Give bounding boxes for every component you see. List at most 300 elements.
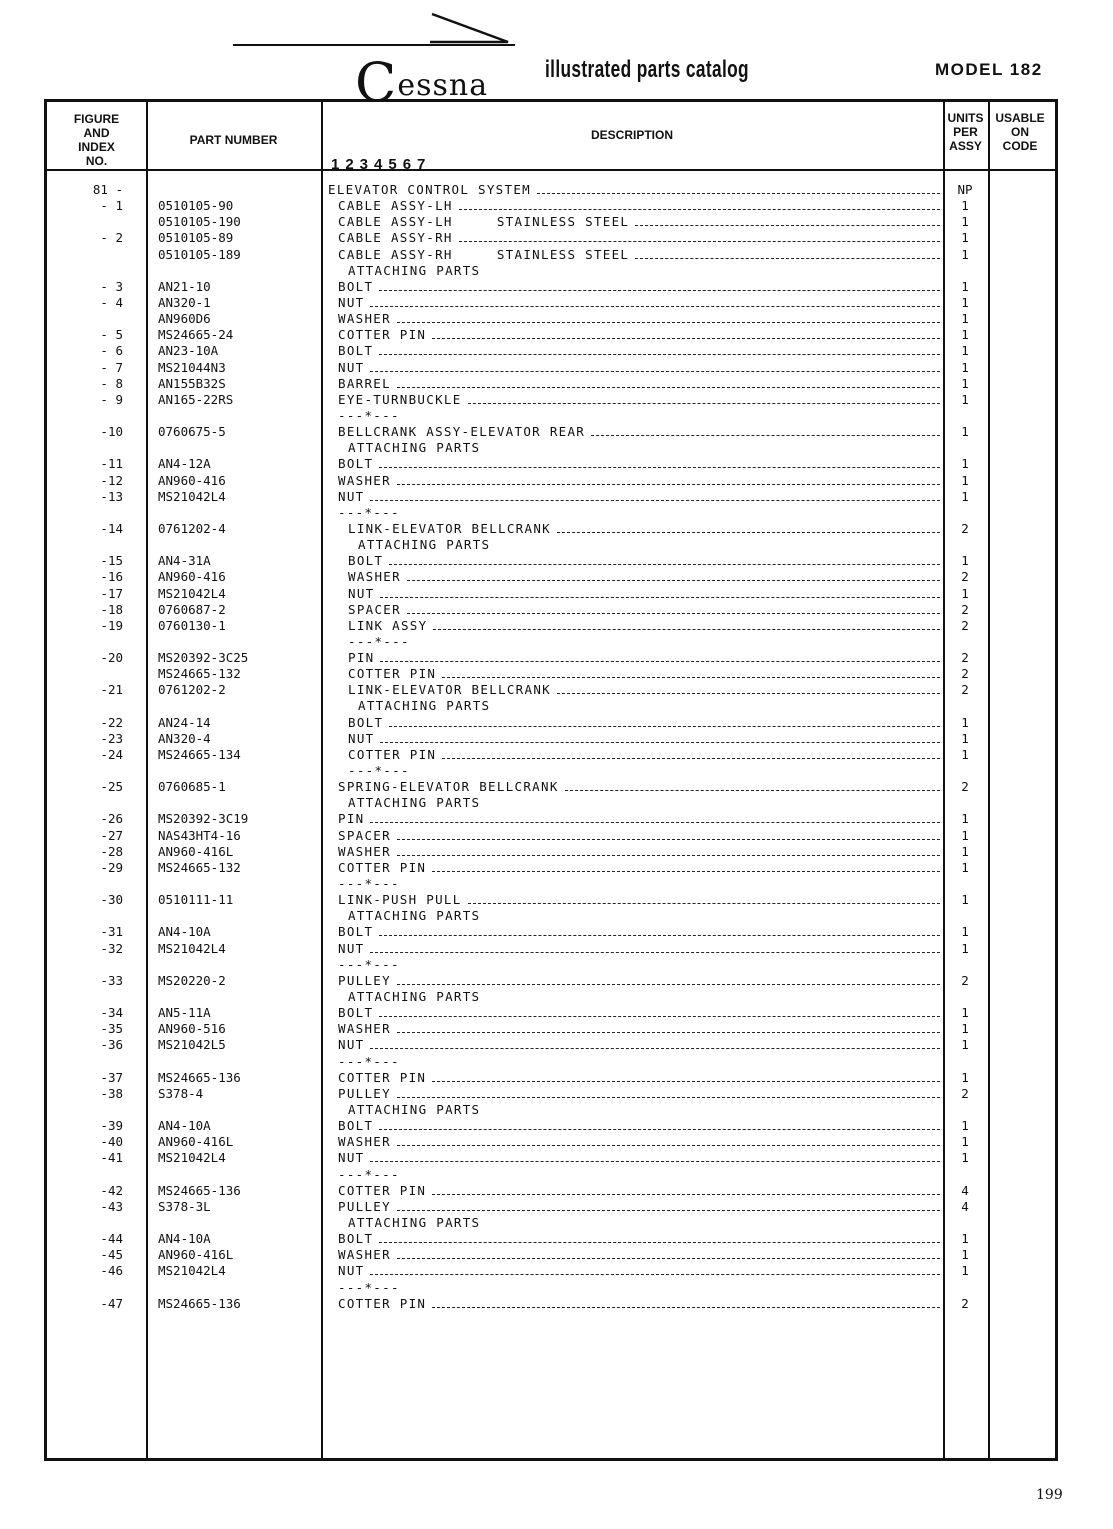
index-number: -36	[100, 1037, 123, 1053]
part-number: AN5-11A	[158, 1005, 211, 1021]
table-row	[47, 198, 1052, 213]
part-number: AN4-31A	[158, 553, 211, 569]
units-per-assy: 2	[961, 617, 969, 633]
description-cell	[348, 682, 942, 697]
table-row	[47, 247, 1052, 262]
table-row	[47, 1215, 1052, 1230]
leader-line	[557, 692, 940, 694]
leader-line	[380, 596, 940, 598]
leader-line	[370, 951, 940, 953]
table-row	[47, 698, 1052, 713]
part-number: AN960-516	[158, 1021, 226, 1037]
description-cell	[338, 1134, 942, 1149]
description-text: ATTACHING PARTS	[358, 537, 491, 553]
units-per-assy: 1	[961, 1069, 969, 1085]
table-row	[47, 1231, 1052, 1246]
description-cell	[328, 182, 942, 197]
table-row	[47, 1150, 1052, 1165]
description-cell	[348, 795, 942, 810]
units-per-assy: 1	[961, 714, 969, 730]
leader-line	[397, 838, 940, 840]
leader-line	[407, 612, 940, 614]
part-number: 0510111-11	[158, 892, 234, 908]
leader-line	[397, 1144, 940, 1146]
part-number: S378-4	[158, 1085, 204, 1101]
table-row	[47, 715, 1052, 730]
description-cell	[338, 505, 942, 520]
units-per-assy: 1	[961, 1021, 969, 1037]
table-row	[47, 1183, 1052, 1198]
description-cell	[348, 666, 942, 681]
part-number: MS21042L4	[158, 1150, 226, 1166]
units-per-assy: 1	[961, 827, 969, 843]
table-row	[47, 1102, 1052, 1117]
table-row	[47, 230, 1052, 245]
description-cell	[338, 1054, 942, 1069]
description-cell	[338, 489, 942, 504]
description-cell	[338, 311, 942, 326]
description-text: BOLT	[338, 1118, 374, 1134]
units-per-assy: 1	[961, 198, 969, 214]
units-per-assy: 1	[961, 746, 969, 762]
description-text: CABLE ASSY-LH	[338, 198, 453, 214]
description-text: LINK-PUSH PULL	[338, 892, 462, 908]
units-per-assy: 1	[961, 294, 969, 310]
description-text: WASHER	[338, 1134, 391, 1150]
part-number: AN960-416L	[158, 843, 234, 859]
description-cell	[348, 989, 942, 1004]
units-per-assy: 1	[961, 1150, 969, 1166]
table-row	[47, 634, 1052, 649]
leader-line	[379, 1241, 940, 1243]
index-number: -24	[100, 746, 123, 762]
description-text: ---*---	[348, 763, 410, 779]
part-number: MS24665-136	[158, 1182, 241, 1198]
description-cell	[338, 1086, 942, 1101]
units-per-assy: 1	[961, 488, 969, 504]
description-cell	[338, 230, 942, 245]
leader-line	[379, 289, 940, 291]
leader-line	[468, 402, 940, 404]
figure-header-line: FIGURE	[73, 112, 120, 126]
table-row	[47, 1037, 1052, 1052]
description-cell	[348, 763, 942, 778]
index-number: - 5	[100, 327, 123, 343]
index-number: -11	[100, 456, 123, 472]
figure-header-line: INDEX	[78, 140, 115, 154]
table-row	[47, 860, 1052, 875]
table-row	[47, 182, 1052, 197]
part-number: MS24665-24	[158, 327, 234, 343]
description-text: COTTER PIN	[338, 1069, 427, 1085]
brand-initial: C	[355, 51, 398, 114]
description-text: PULLEY	[338, 972, 391, 988]
description-text: ATTACHING PARTS	[348, 440, 481, 456]
description-text: ATTACHING PARTS	[358, 698, 491, 714]
description-cell	[338, 1263, 942, 1278]
description-text: ---*---	[338, 504, 400, 520]
table-row	[47, 456, 1052, 471]
description-text: BOLT	[338, 456, 374, 472]
index-number: -38	[100, 1085, 123, 1101]
leader-line	[397, 854, 940, 856]
table-row	[47, 795, 1052, 810]
index-number: -41	[100, 1150, 123, 1166]
description-cell	[338, 860, 942, 875]
description-cell	[338, 279, 942, 294]
leader-line	[397, 1209, 940, 1211]
index-number: -17	[100, 585, 123, 601]
units-per-assy: 1	[961, 375, 969, 391]
table-row	[47, 505, 1052, 520]
table-row	[47, 473, 1052, 488]
part-number: AN960-416L	[158, 1134, 234, 1150]
units-per-assy: 4	[961, 1198, 969, 1214]
description-text: NUT	[338, 1037, 365, 1053]
description-cell	[338, 973, 942, 988]
table-row	[47, 602, 1052, 617]
leader-line	[389, 563, 940, 565]
units-per-assy: 1	[961, 327, 969, 343]
leader-line	[397, 386, 940, 388]
table-row	[47, 844, 1052, 859]
part-number: AN320-1	[158, 294, 211, 310]
units-per-assy: 2	[961, 666, 969, 682]
table-row	[47, 569, 1052, 584]
index-number: -26	[100, 811, 123, 827]
units-header	[943, 111, 988, 153]
part-number: 0760687-2	[158, 601, 226, 617]
leader-line	[468, 902, 940, 904]
description-text: ---*---	[338, 956, 400, 972]
units-header-line: ASSY	[949, 139, 982, 153]
part-number: AN4-10A	[158, 924, 211, 940]
part-number: MS21042L4	[158, 1263, 226, 1279]
index-number: -16	[100, 569, 123, 585]
part-number: 0761202-4	[158, 520, 226, 536]
description-text: ---*---	[338, 1166, 400, 1182]
description-cell	[338, 1199, 942, 1214]
description-text: LINK-ELEVATOR BELLCRANK	[348, 520, 551, 536]
index-number: -29	[100, 859, 123, 875]
units-per-assy: 1	[961, 246, 969, 262]
description-text: NUT	[338, 359, 365, 375]
logo-swoosh-icon	[420, 8, 520, 48]
description-cell	[338, 456, 942, 471]
description-text: WASHER	[338, 1247, 391, 1263]
units-per-assy: 1	[961, 553, 969, 569]
description-text: ---*---	[338, 1053, 400, 1069]
leader-line	[432, 1080, 940, 1082]
figure-header	[47, 112, 146, 168]
description-cell	[348, 440, 942, 455]
part-number: 0760130-1	[158, 617, 226, 633]
description-cell	[348, 521, 942, 536]
index-number: -35	[100, 1021, 123, 1037]
description-text: EYE-TURNBUCKLE	[338, 391, 462, 407]
description-text: CABLE ASSY-RH STAINLESS STEEL	[338, 246, 630, 262]
leader-line	[379, 1128, 940, 1130]
usable-header	[988, 111, 1052, 153]
index-number: -10	[100, 424, 123, 440]
index-number: -34	[100, 1005, 123, 1021]
index-number: -30	[100, 892, 123, 908]
index-number: - 7	[100, 359, 123, 375]
description-text: BOLT	[338, 1005, 374, 1021]
units-per-assy: 1	[961, 424, 969, 440]
part-number: MS21042L5	[158, 1037, 226, 1053]
index-number: -33	[100, 972, 123, 988]
description-cell	[348, 715, 942, 730]
part-number: AN960-416	[158, 472, 226, 488]
units-per-assy: 2	[961, 972, 969, 988]
part-number: MS24665-134	[158, 746, 241, 762]
leader-line	[442, 676, 940, 678]
description-cell	[348, 1102, 942, 1117]
leader-line	[380, 660, 940, 662]
description-text: ---*---	[338, 407, 400, 423]
indent-digits: 1234567	[331, 156, 432, 173]
leader-line	[442, 757, 940, 759]
description-cell	[348, 747, 942, 762]
units-per-assy: 1	[961, 811, 969, 827]
table-row	[47, 924, 1052, 939]
leader-line	[379, 934, 940, 936]
table-row	[47, 876, 1052, 891]
description-text: NUT	[338, 1150, 365, 1166]
leader-line	[370, 1160, 940, 1162]
description-cell	[338, 1280, 942, 1295]
leader-line	[591, 434, 940, 436]
description-text: ATTACHING PARTS	[348, 989, 481, 1004]
description-text: BOLT	[348, 714, 384, 730]
description-cell	[338, 295, 942, 310]
description-text: WASHER	[338, 472, 391, 488]
part-number: AN155B32S	[158, 375, 226, 391]
units-per-assy: 1	[961, 924, 969, 940]
units-per-assy: 1	[961, 859, 969, 875]
leader-line	[397, 483, 940, 485]
index-number: -37	[100, 1069, 123, 1085]
part-number: S378-3L	[158, 1198, 211, 1214]
index-number: -46	[100, 1263, 123, 1279]
table-row	[47, 408, 1052, 423]
units-per-assy: 2	[961, 569, 969, 585]
description-cell	[338, 1005, 942, 1020]
index-number: - 4	[100, 294, 123, 310]
part-number: AN320-4	[158, 730, 211, 746]
units-per-assy: 2	[961, 1295, 969, 1311]
leader-line	[407, 579, 940, 581]
part-number: MS21042L4	[158, 488, 226, 504]
index-number: - 6	[100, 343, 123, 359]
table-row	[47, 1247, 1052, 1262]
description-text: BOLT	[348, 553, 384, 569]
table-row	[47, 537, 1052, 552]
table-row	[47, 941, 1052, 956]
description-cell	[348, 602, 942, 617]
leader-line	[370, 499, 940, 501]
part-number: AN4-10A	[158, 1118, 211, 1134]
units-per-assy: 1	[961, 214, 969, 230]
description-text: ATTACHING PARTS	[348, 1101, 481, 1117]
table-row	[47, 779, 1052, 794]
description-cell	[348, 618, 942, 633]
description-cell	[348, 1215, 942, 1230]
leader-line	[397, 1096, 940, 1098]
part-number: MS20392-3C19	[158, 811, 249, 827]
part-number: AN960-416L	[158, 1247, 234, 1263]
leader-line	[432, 870, 940, 872]
part-number: 0510105-90	[158, 198, 234, 214]
table-row	[47, 828, 1052, 843]
brand-word: essna	[397, 68, 489, 103]
units-per-assy: 1	[961, 472, 969, 488]
leader-line	[397, 1257, 940, 1259]
description-cell	[338, 198, 942, 213]
leader-line	[459, 240, 940, 242]
description-text: BOLT	[338, 1231, 374, 1247]
table-row	[47, 747, 1052, 762]
leader-line	[565, 789, 940, 791]
leader-line	[432, 1306, 940, 1308]
description-text: PULLEY	[338, 1085, 391, 1101]
description-text: ---*---	[338, 1279, 400, 1295]
index-number: -12	[100, 472, 123, 488]
table-row	[47, 343, 1052, 358]
units-per-assy: 1	[961, 359, 969, 375]
index-number: -42	[100, 1182, 123, 1198]
units-per-assy: 2	[961, 520, 969, 536]
units-per-assy: 1	[961, 456, 969, 472]
units-per-assy: 1	[961, 1005, 969, 1021]
description-text: NUT	[338, 488, 365, 504]
description-cell	[338, 828, 942, 843]
part-number: NAS43HT4-16	[158, 827, 241, 843]
index-number: -47	[100, 1295, 123, 1311]
table-row	[47, 214, 1052, 229]
table-row	[47, 1263, 1052, 1278]
leader-line	[433, 628, 940, 630]
description-text: PULLEY	[338, 1198, 391, 1214]
index-number: - 2	[100, 230, 123, 246]
description-cell	[338, 1021, 942, 1036]
index-number: -45	[100, 1247, 123, 1263]
part-number: AN24-14	[158, 714, 211, 730]
table-row	[47, 973, 1052, 988]
index-number: 81 -	[92, 182, 123, 197]
description-header: DESCRIPTION	[590, 128, 673, 142]
description-text: LINK-ELEVATOR BELLCRANK	[348, 682, 551, 698]
index-number: -18	[100, 601, 123, 617]
leader-line	[432, 337, 940, 339]
description-cell	[348, 569, 942, 584]
usable-header-line: CODE	[1002, 139, 1038, 153]
description-cell	[348, 586, 942, 601]
leader-line	[397, 983, 940, 985]
units-per-assy: 1	[961, 585, 969, 601]
description-cell	[338, 473, 942, 488]
description-cell	[348, 908, 942, 923]
description-text: BOLT	[338, 924, 374, 940]
description-text: ---*---	[348, 633, 410, 649]
index-number: -39	[100, 1118, 123, 1134]
description-cell	[338, 779, 942, 794]
units-per-assy: 1	[961, 1231, 969, 1247]
leader-line	[370, 821, 940, 823]
table-row	[47, 892, 1052, 907]
leader-line	[379, 1015, 940, 1017]
description-cell	[338, 1296, 942, 1311]
part-number: 0510105-89	[158, 230, 234, 246]
part-number: 0510105-190	[158, 214, 241, 230]
index-number: -25	[100, 779, 123, 795]
units-per-assy: 2	[961, 682, 969, 698]
description-text: BARREL	[338, 375, 391, 391]
description-cell	[338, 360, 942, 375]
table-row	[47, 311, 1052, 326]
leader-line	[459, 208, 940, 210]
description-text: ---*---	[338, 876, 400, 892]
index-number: - 3	[100, 278, 123, 294]
table-row	[47, 376, 1052, 391]
leader-line	[379, 466, 940, 468]
units-per-assy: 2	[961, 601, 969, 617]
description-text: WASHER	[338, 843, 391, 859]
index-number: -31	[100, 924, 123, 940]
index-number: -23	[100, 730, 123, 746]
table-row	[47, 424, 1052, 439]
units-header-line: UNITS	[947, 111, 984, 125]
figure-header-line: NO.	[85, 154, 108, 168]
table-row	[47, 392, 1052, 407]
description-cell	[338, 941, 942, 956]
leader-line	[635, 224, 940, 226]
leader-line	[432, 1193, 940, 1195]
table-row	[47, 327, 1052, 342]
leader-line	[397, 321, 940, 323]
units-per-assy: 1	[961, 1037, 969, 1053]
units-per-assy: 4	[961, 1182, 969, 1198]
description-cell	[348, 634, 942, 649]
part-number: MS20392-3C25	[158, 650, 249, 666]
part-number: AN21-10	[158, 278, 211, 294]
table-row	[47, 553, 1052, 568]
description-cell	[338, 957, 942, 972]
index-number: -15	[100, 553, 123, 569]
part-number: MS20220-2	[158, 972, 226, 988]
description-text: ELEVATOR CONTROL SYSTEM	[328, 182, 531, 197]
part-number: MS24665-136	[158, 1295, 241, 1311]
description-cell	[338, 1070, 942, 1085]
table-row	[47, 618, 1052, 633]
table-row	[47, 989, 1052, 1004]
table-row	[47, 295, 1052, 310]
description-text: BELLCRANK ASSY-ELEVATOR REAR	[338, 424, 586, 440]
description-text: BOLT	[338, 343, 374, 359]
description-cell	[338, 1183, 942, 1198]
part-number: MS24665-136	[158, 1069, 241, 1085]
table-row	[47, 731, 1052, 746]
index-number: -22	[100, 714, 123, 730]
index-number: -32	[100, 940, 123, 956]
leader-line	[635, 257, 940, 259]
description-text: WASHER	[338, 1021, 391, 1037]
description-text: COTTER PIN	[348, 666, 437, 682]
part-number-header: PART NUMBER	[189, 133, 278, 147]
table-row	[47, 908, 1052, 923]
units-per-assy: 1	[961, 278, 969, 294]
